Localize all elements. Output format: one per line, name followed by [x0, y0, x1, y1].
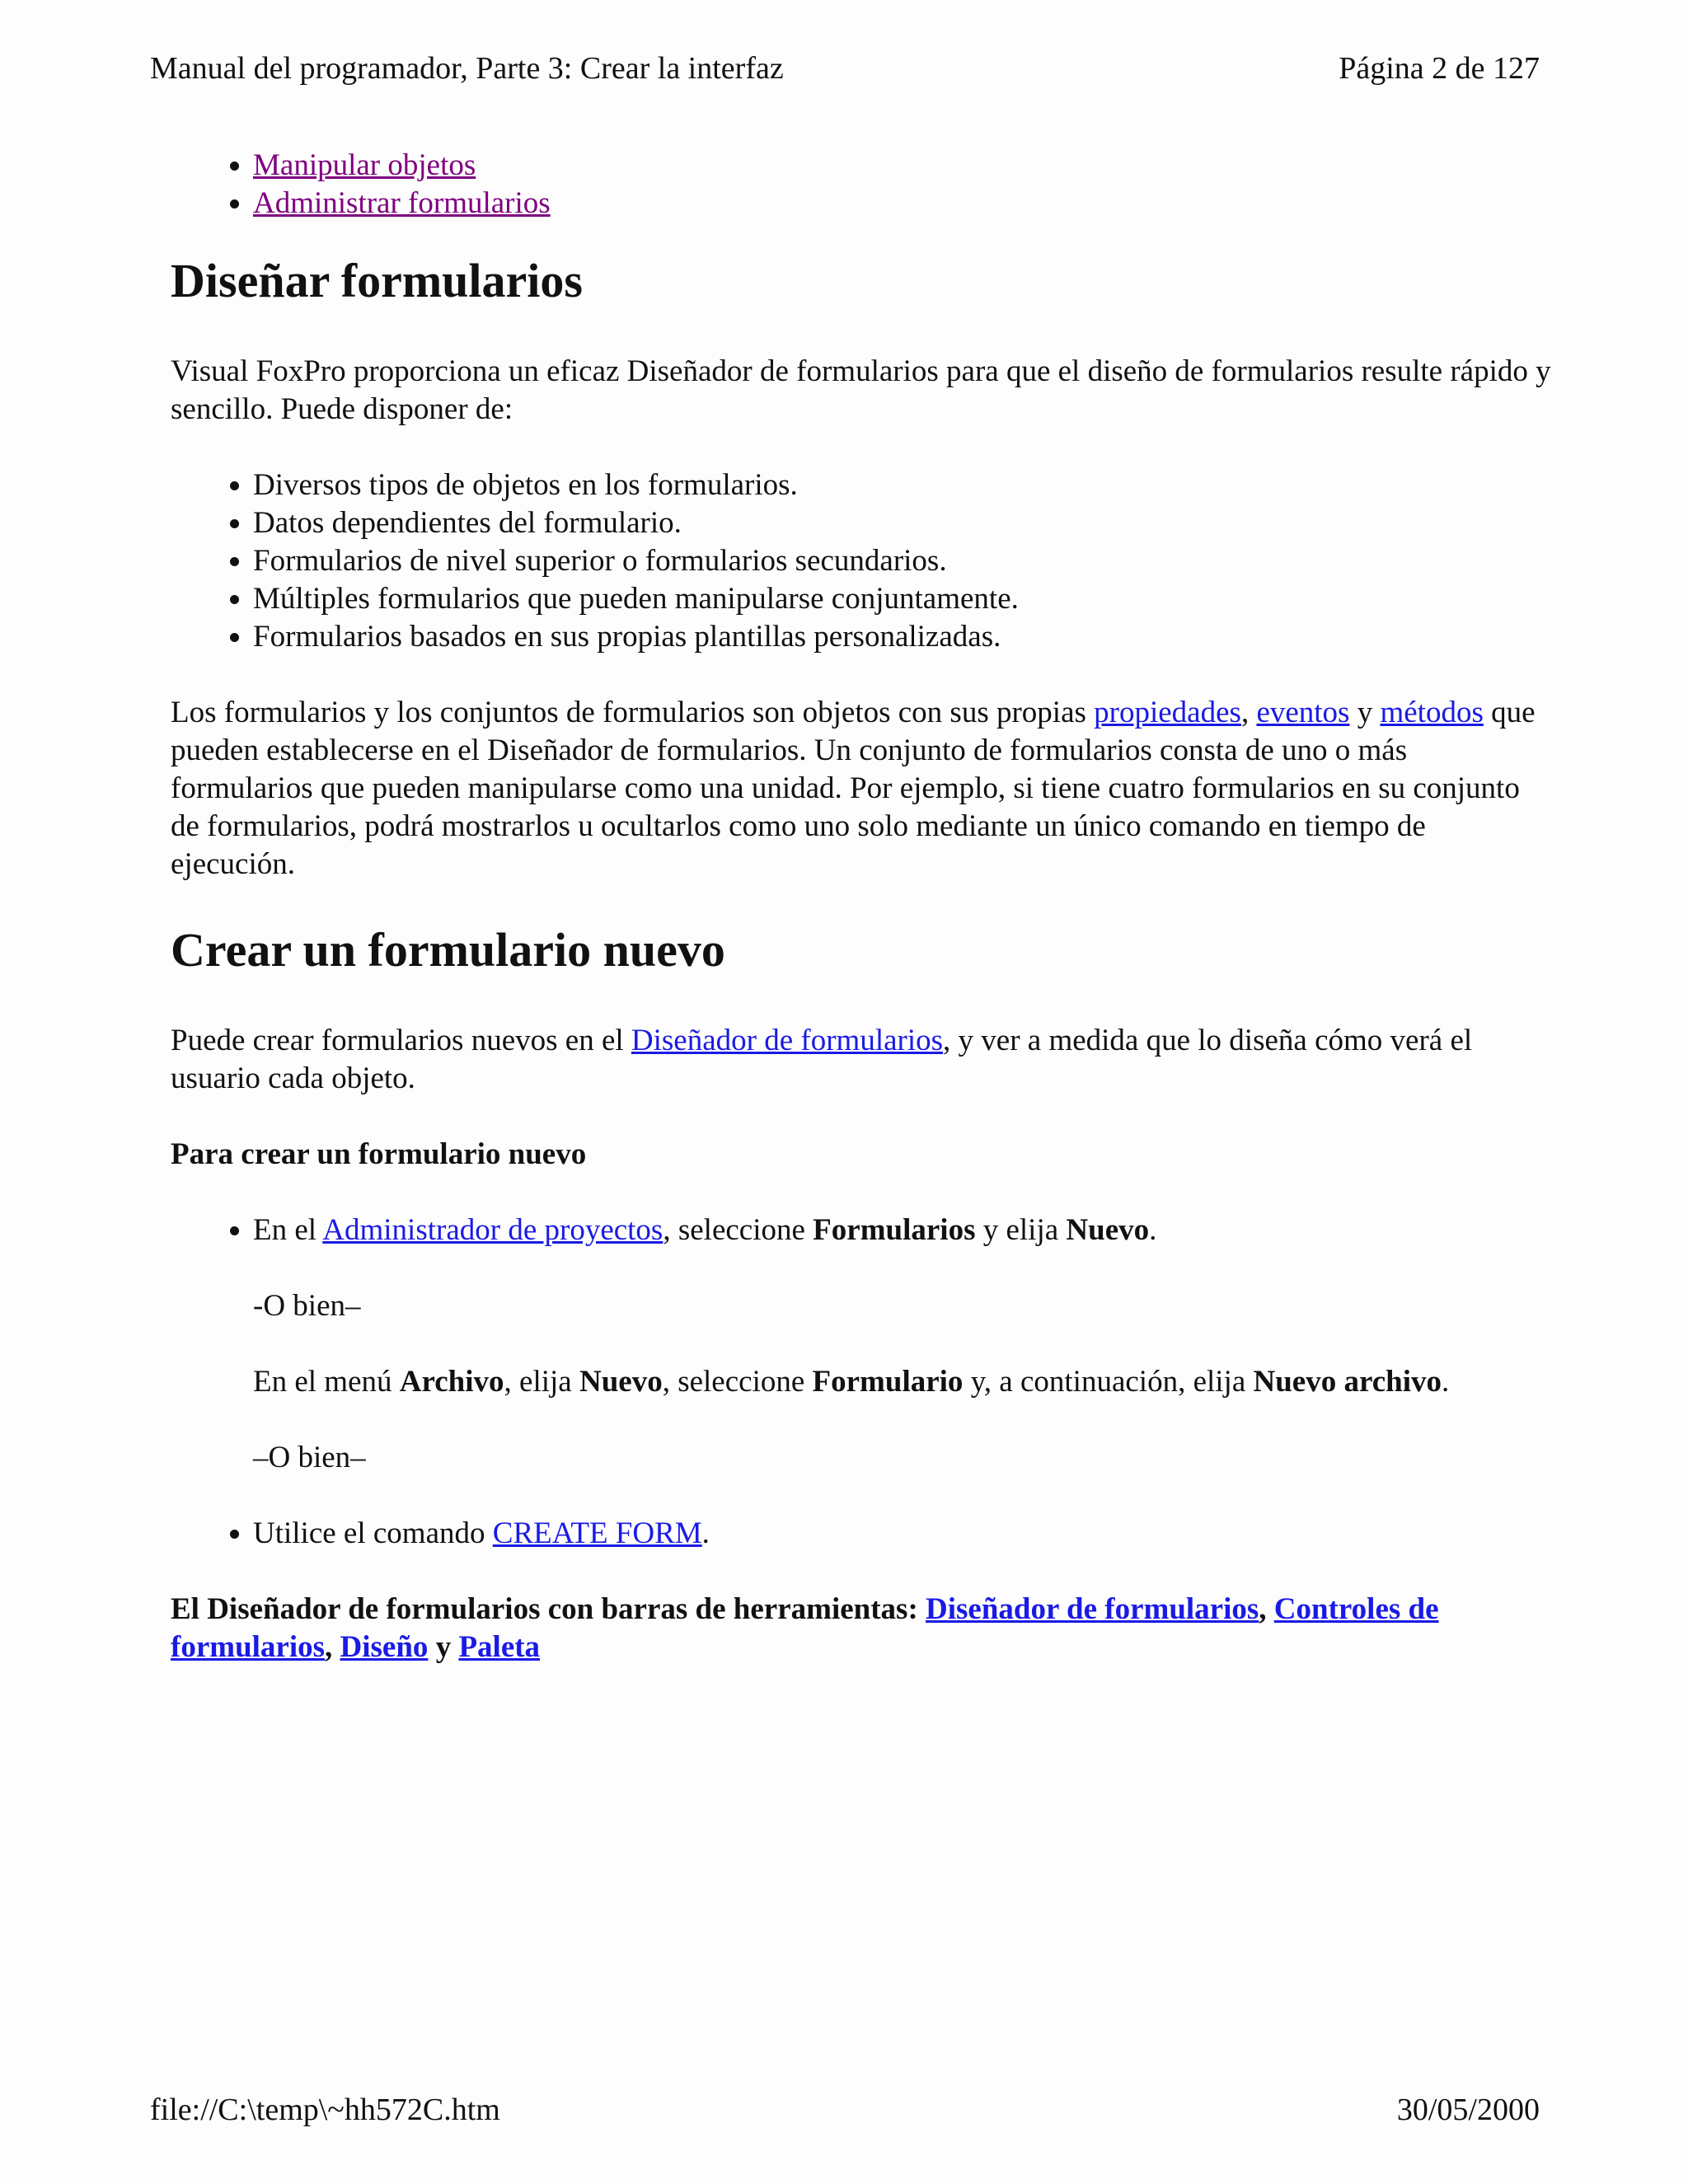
document-title: Manual del programador, Parte 3: Crear la interfaz	[150, 51, 784, 86]
heading-crear-formulario: Crear un formulario nuevo	[171, 923, 725, 977]
link-toolbar-diseno[interactable]: Diseño	[340, 1630, 429, 1664]
link-toolbar-paleta[interactable]: Paleta	[458, 1630, 541, 1664]
link-administrador-proyectos[interactable]: Administrador de proyectos	[322, 1213, 663, 1247]
link-create-form[interactable]: CREATE FORM	[492, 1516, 702, 1550]
list-item: • Múltiples formularios que pueden manipularse conjuntamente.	[253, 580, 1555, 618]
print-date: 30/05/2000	[1396, 2093, 1540, 2127]
step-item: • En el Administrador de proyectos, seleccione Formularios y elija Nuevo. -O bien– En el menú Archivo, elija Nuevo, seleccione Formulario y, a continuación, elija Nuevo archivo. –O bien–	[253, 1212, 1555, 1477]
features-list	[171, 466, 1555, 656]
link-metodos[interactable]: métodos	[1380, 696, 1484, 729]
link-manipular-objetos[interactable]: Manipular objetos	[253, 148, 476, 182]
steps-list	[171, 1212, 1555, 1553]
or-separator: -O bien–	[253, 1289, 361, 1323]
alt-step: En el menú Archivo, elija Nuevo, seleccione Formulario y, a continuación, elija Nuevo archivo.	[253, 1365, 1450, 1399]
step-item: • Utilice el comando CREATE FORM.	[253, 1515, 1555, 1553]
procedure-title: Para crear un formulario nuevo	[171, 1137, 587, 1171]
page-footer	[150, 2091, 1540, 2129]
list-item: • Datos dependientes del formulario.	[253, 504, 1555, 542]
nav-link-list	[171, 147, 1555, 223]
link-propiedades[interactable]: propiedades	[1094, 696, 1241, 729]
main-content	[171, 147, 1555, 1666]
list-item: • Formularios basados en sus propias plantillas personalizadas.	[253, 618, 1555, 656]
formsets-paragraph: Los formularios y los conjuntos de formularios son objetos con sus propias propiedades, eventos y métodos que pueden establecerse en el Diseñador de formularios. Un conjunto de formularios consta de uno o más formularios que pueden manipularse como una unidad. Por ejemplo, si tiene cuatro formularios en su conjunto de formularios, podrá mostrarlos u ocultarlos como uno solo mediante un único comando en tiempo de ejecución.	[171, 696, 1536, 881]
list-item: • Formularios de nivel superior o formularios secundarios.	[253, 542, 1555, 580]
heading-disenar-formularios: Diseñar formularios	[171, 254, 583, 307]
list-item: • Diversos tipos de objetos en los formularios.	[253, 466, 1555, 504]
link-toolbar-disenador[interactable]: Diseñador de formularios	[926, 1592, 1259, 1626]
intro-paragraph: Visual FoxPro proporciona un eficaz Diseñador de formularios para que el diseño de formularios resulte rápido y sencillo. Puede disponer de:	[171, 354, 1551, 426]
create-intro-paragraph: Puede crear formularios nuevos en el Diseñador de formularios, y ver a medida que lo diseña cómo verá el usuario cada objeto.	[171, 1024, 1473, 1095]
or-separator: –O bien–	[253, 1441, 366, 1474]
link-eventos[interactable]: eventos	[1256, 696, 1350, 729]
link-toolbar-controles[interactable]: Controles de formularios	[171, 1592, 1439, 1664]
link-administrar-formularios[interactable]: Administrar formularios	[253, 186, 551, 220]
link-disenador-formularios[interactable]: Diseñador de formularios	[631, 1024, 944, 1057]
figure-caption: El Diseñador de formularios con barras de herramientas: Diseñador de formularios, Controles de formularios, Diseño y Paleta	[171, 1592, 1439, 1664]
list-item	[253, 147, 1555, 185]
page-number: Página 2 de 127	[1339, 51, 1540, 86]
file-path: file://C:\temp\~hh572C.htm	[150, 2093, 500, 2127]
list-item	[253, 185, 1555, 223]
page-header	[150, 49, 1540, 87]
